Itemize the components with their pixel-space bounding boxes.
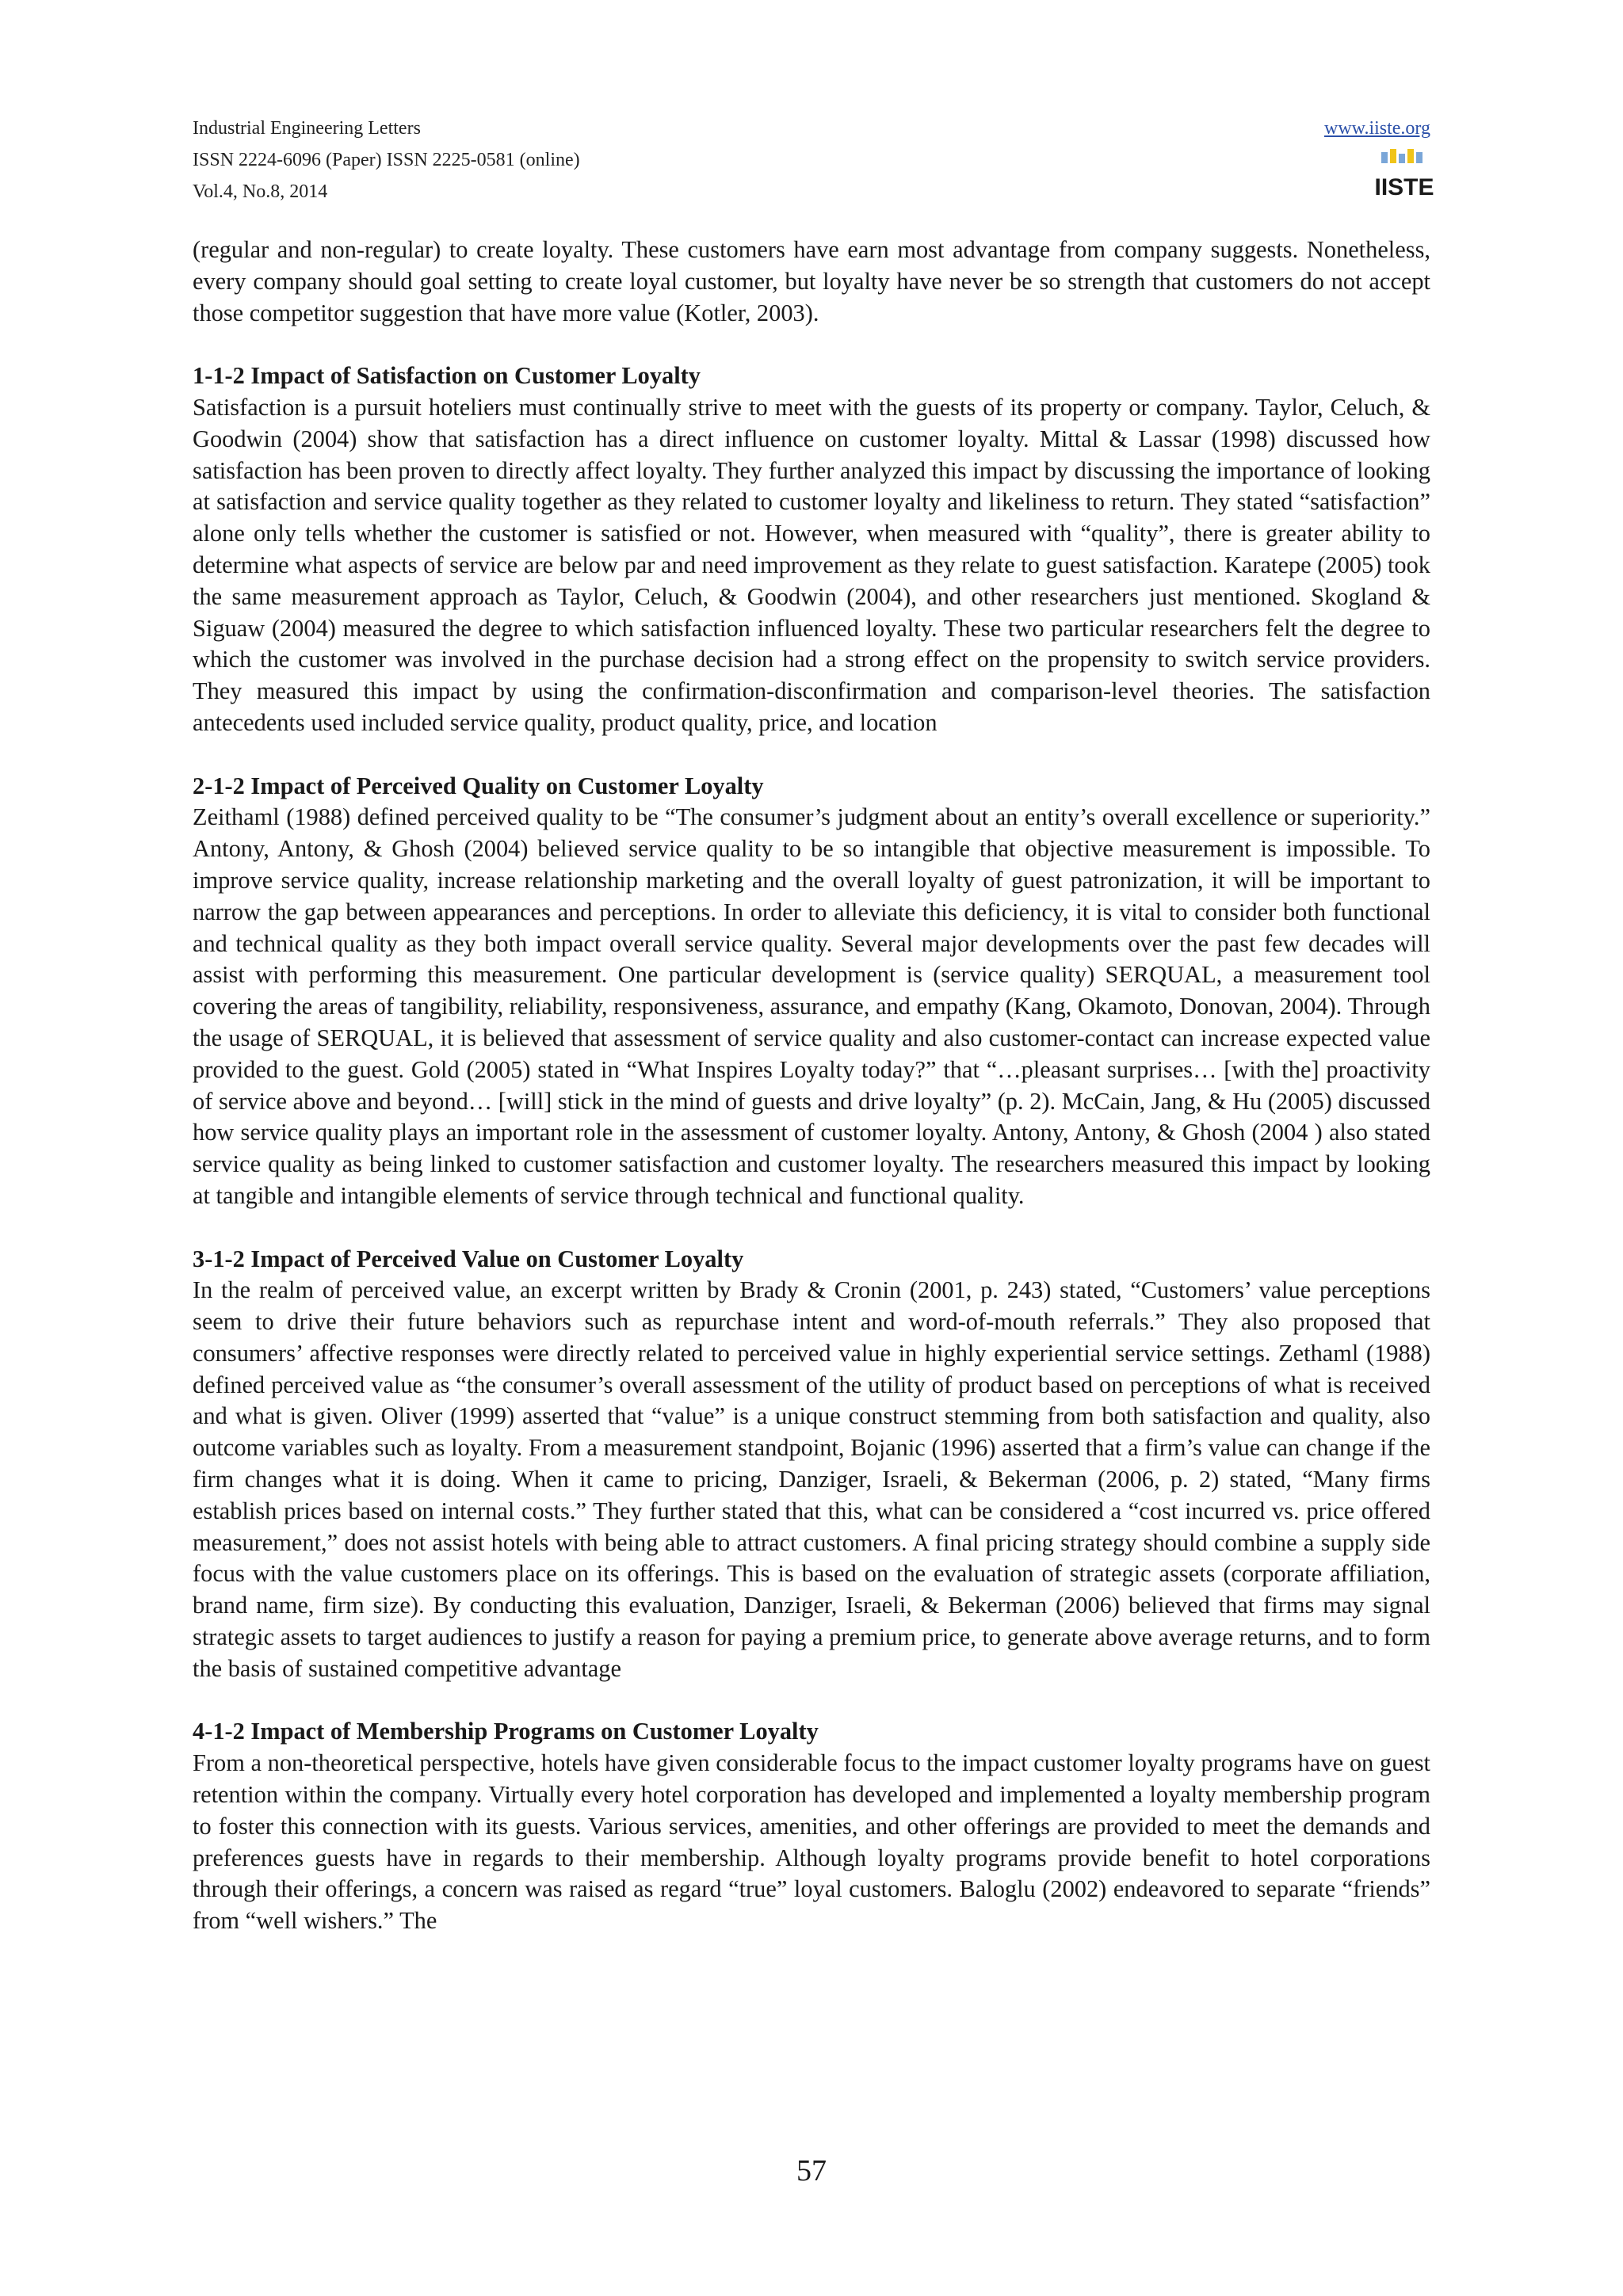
- section-text-satisfaction: Satisfaction is a pursuit hoteliers must continually strive to meet with the guests of its property or company. Taylor, Celuch, & Goodwin (2004) show that satisfaction has a direct influence on customer loyalty. Mittal & Lassar (1998) discussed how satisfaction has been proven to directly affect loyalty. They further analyzed this impact by discussing the importance of looking at satisfaction and service quality together as they related to customer loyalty and likeliness to return. They stated “satisfaction” alone only tells whether the customer is satisfied or not. However, when measured with “quality”, there is greater ability to determine what aspects of service are below par and need improvement as they relate to guest satisfaction. Karatepe (2005) took the same measurement approach as Taylor, Celuch, & Goodwin (2004), and other researchers just mentioned. Skogland & Siguaw (2004) measured the degree to which satisfaction influenced loyalty. These two particular researchers felt the degree to which the customer was involved in the purchase decision had a strong effect on the propensity to switch service providers. They measured this impact by using the confirmation-disconfirmation and comparison-level theories. The satisfaction antecedents used included service quality, product quality, price, and location: [193, 393, 1430, 736]
- intro-paragraph: (regular and non-regular) to create loyalty. These customers have earn most advantage from company suggests. Nonetheless, every company should goal setting to create loyal customer, but loyalty have never be so strength that customers do not accept those competitor suggestion that have more value (Kotler, 2003).: [193, 236, 1430, 326]
- journal-name: Industrial Engineering Letters: [193, 118, 421, 139]
- article-body: [193, 235, 1430, 1937]
- iiste-logo-icon: [1374, 147, 1434, 200]
- section-heading-perceived-quality: 2-1-2 Impact of Perceived Quality on Customer Loyalty: [193, 772, 764, 799]
- section-heading-satisfaction: 1-1-2 Impact of Satisfaction on Customer Loyalty: [193, 362, 701, 390]
- section-text-perceived-quality: Zeithaml (1988) defined perceived quality to be “The consumer’s judgment about an entity’s overall excellence or superiority.” Antony, Antony, & Ghosh (2004) believed service quality to be so intangible that objective measurement is impossible. To improve service quality, increase relationship marketing and the overall loyalty of guest patronization, it will be important to narrow the gap between appearances and perceptions. In order to alleviate this deficiency, it is vital to consider both functional and technical quality as they both impact overall service quality. Several major developments over the past few decades will assist with performing this measurement. One particular development is (service quality) SERQUAL, a measurement tool covering the areas of tangibility, reliability, responsiveness, assurance, and empathy (Kang, Okamoto, Donovan, 2004). Through the usage of SERQUAL, it is believed that assessment of service quality and also customer-contact can increase expected value provided to the guest. Gold (2005) stated in “What Inspires Loyalty today?” that “…pleasant surprises… [with the] proactivity of service above and beyond… [will] stick in the mind of guests and drive loyalty” (p. 2). McCain, Jang, & Hu (2005) discussed how service quality plays an important role in the assessment of customer loyalty. Antony, Antony, & Ghosh (2004 ) also stated service quality as being linked to customer satisfaction and customer loyalty. The researchers measured this impact by looking at tangible and intangible elements of service through technical and functional quality.: [193, 803, 1430, 1209]
- section-text-membership-programs: From a non-theoretical perspective, hotels have given considerable focus to the impact customer loyalty programs have on guest retention within the company. Virtually every hotel corporation has developed and implemented a loyalty membership program to foster this connection with its guests. Various services, amenities, and other offerings are provided to meet the demands and preferences guests have in regards to their membership. Although loyalty programs provide benefit to hotel corporations through their offerings, a concern was raised as regard “true” loyal customers. Baloglu (2002) endeavored to separate “friends” from “well wishers.” The: [193, 1749, 1430, 1935]
- section-text-perceived-value: In the realm of perceived value, an excerpt written by Brady & Cronin (2001, p. 243) stated, “Customers’ value perceptions seem to drive their future behaviors such as repurchase intent and word-of-mouth referrals.” They also proposed that consumers’ affective responses were directly related to perceived value in highly experiential service settings. Zethaml (1988) defined perceived value as “the consumer’s overall assessment of the utility of product based on perceptions of what is received and what is given. Oliver (1999) asserted that “value” is a unique construct stemming from both satisfaction and quality, also outcome variables such as loyalty. From a measurement standpoint, Bojanic (1996) asserted that a firm’s value can change if the firm changes what it is doing. When it came to pricing, Danziger, Israeli, & Bekerman (2006, p. 2) stated, “Many firms establish prices based on internal costs.” They further stated that this, what can be considered a “cost incurred vs. price offered measurement,” does not assist hotels with being able to attract customers. A final pricing strategy should combine a supply side focus with the value customers place on its offerings. This is based on the evaluation of strategic assets (corporate affiliation, brand name, firm size). By conducting this evaluation, Danziger, Israeli, & Bekerman (2006) believed that firms may signal strategic assets to target audiences to justify a reason for paying a premium price, to generate above average returns, and to form the basis of sustained competitive advantage: [193, 1276, 1430, 1682]
- publisher-info: [1324, 113, 1434, 204]
- section-heading-membership-programs: 4-1-2 Impact of Membership Programs on Customer Loyalty: [193, 1718, 819, 1745]
- website-link[interactable]: www.iiste.org: [1324, 118, 1430, 139]
- page-number: 57: [796, 2154, 827, 2187]
- journal-info: [193, 113, 580, 208]
- journal-issn: ISSN 2224-6096 (Paper) ISSN 2225-0581 (online): [193, 150, 580, 170]
- section-heading-perceived-value: 3-1-2 Impact of Perceived Value on Customer Loyalty: [193, 1245, 744, 1272]
- page-header: [193, 113, 1434, 208]
- logo-text: IISTE: [1374, 174, 1434, 200]
- journal-volume: Vol.4, No.8, 2014: [193, 181, 328, 202]
